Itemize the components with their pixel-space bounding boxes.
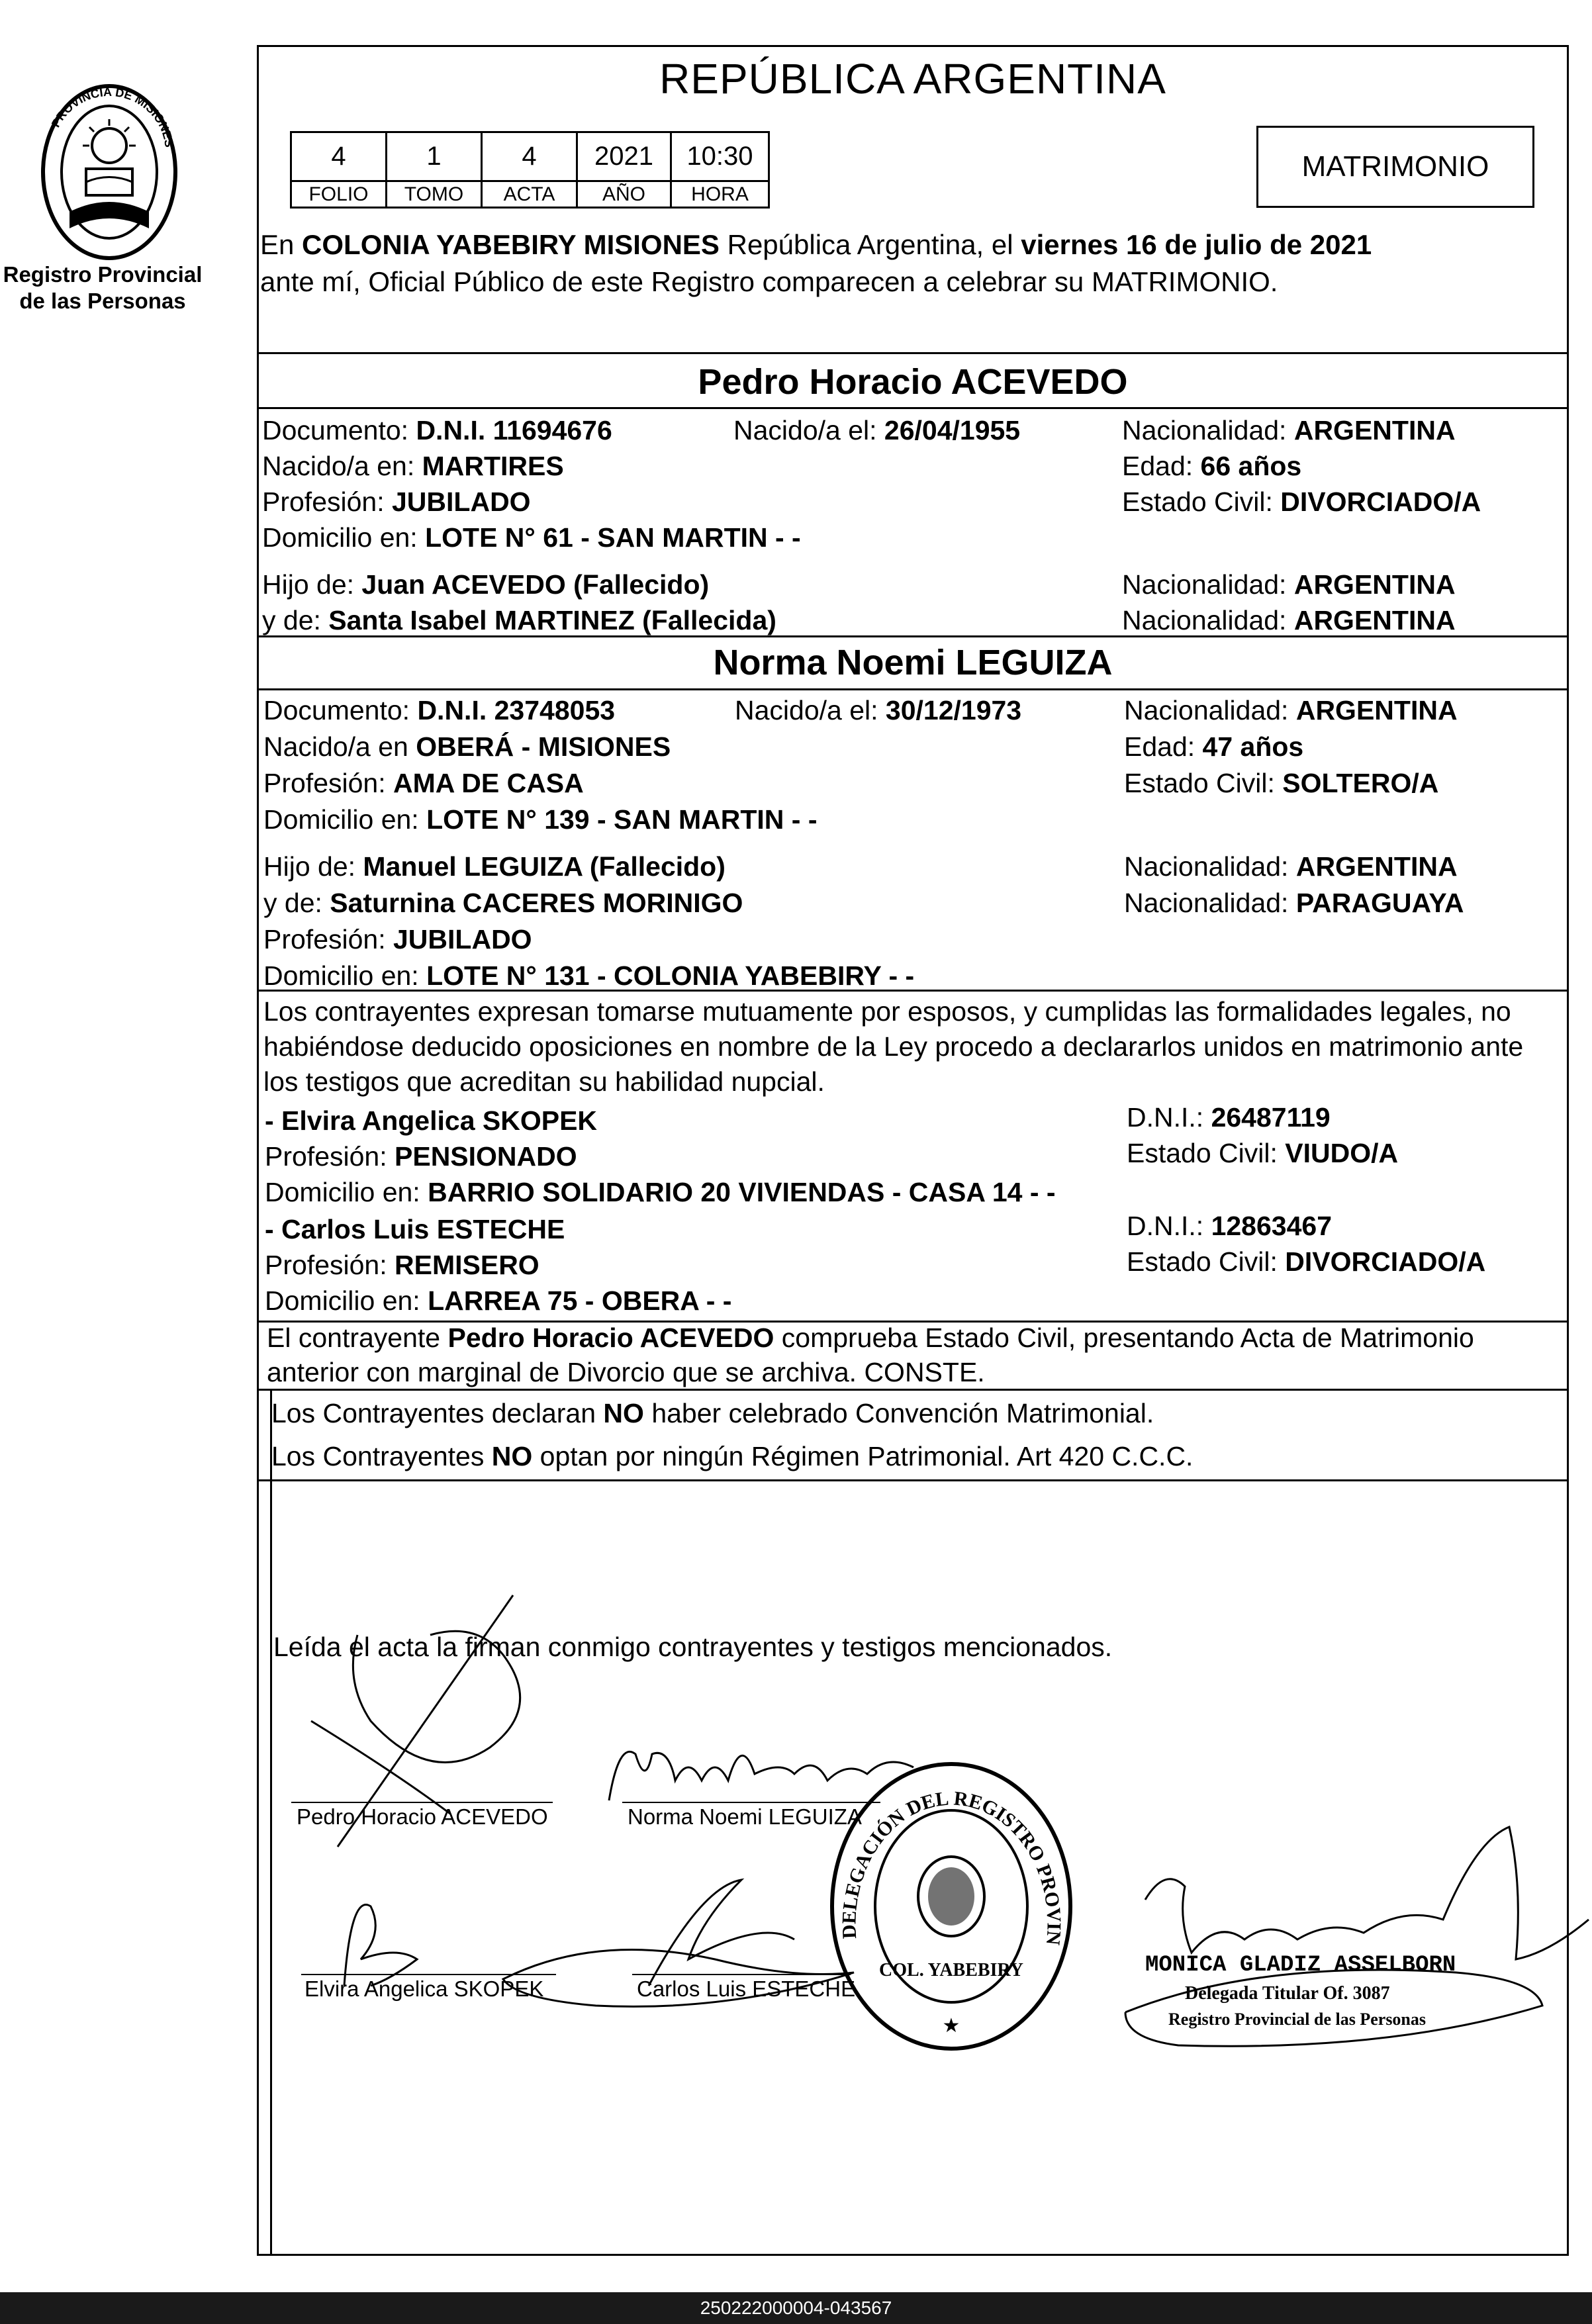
tomo-value: 1 (387, 132, 482, 181)
contrayente2-civil: Estado Civil: SOLTERO/A (1124, 768, 1439, 798)
testigo2-dom: Domicilio en: LARREA 75 - OBERA - - (265, 1285, 732, 1316)
officer-name: MONICA GLADIZ ASSELBORN (1145, 1953, 1456, 1978)
contrayente2-edad: Edad: 47 años (1124, 731, 1304, 762)
folio-value: 4 (291, 132, 387, 181)
contrayente2-birth: Nacido/a el: 30/12/1973 (735, 695, 1022, 725)
contrayente1-mother: y de: Santa Isabel MARTINEZ (Fallecida) (262, 605, 776, 635)
contrayente2-name: Norma Noemi LEGUIZA (713, 643, 1113, 682)
svg-text:PROVINCIA DE MISIONES: PROVINCIA DE MISIONES (48, 85, 176, 148)
convencion-line1: Los Contrayentes declaran NO haber celebrado Convención Matrimonial. (271, 1398, 1154, 1428)
contrayente2-parent-prof: Profesión: JUBILADO (263, 924, 532, 954)
anio-value: 2021 (577, 132, 671, 181)
signature-line (301, 1974, 556, 1975)
anio-label: AÑO (577, 181, 671, 208)
tomo-label: TOMO (387, 181, 482, 208)
nota-civil-line2: anterior con marginal de Divorcio que se archiva. CONSTE. (267, 1357, 985, 1387)
testigo1-dom: Domicilio en: BARRIO SOLIDARIO 20 VIVIENDAS - CASA 14 - - (265, 1177, 1056, 1207)
contrayente1-name: Pedro Horacio ACEVEDO (698, 362, 1128, 402)
signature-line (632, 1974, 851, 1975)
contrayente2-dom: Domicilio en: LOTE N° 139 - SAN MARTIN - - (263, 804, 818, 835)
folio-label: FOLIO (291, 181, 387, 208)
logo-caption-line2: de las Personas (19, 289, 186, 313)
contrayente2-mother: y de: Saturnina CACERES MORINIGO (263, 888, 743, 918)
intro-line2: ante mí, Oficial Público de este Registro comparecen a celebrar su MATRIMONIO. (260, 266, 1278, 297)
firma-contrayente1: Pedro Horacio ACEVEDO (297, 1804, 548, 1829)
contrayente2-place: Nacido/a en OBERÁ - MISIONES (263, 731, 671, 762)
acta-value: 4 (482, 132, 577, 181)
ceremony-place: COLONIA YABEBIRY MISIONES (302, 229, 720, 260)
testigo1-civil: Estado Civil: VIUDO/A (1127, 1138, 1399, 1168)
contrayente1-father-nac: Nacionalidad: ARGENTINA (1122, 569, 1456, 600)
officer-registro: Registro Provincial de las Personas (1168, 2010, 1427, 2029)
acta-label: ACTA (482, 181, 577, 208)
signature-stroke (353, 1631, 520, 1762)
official-seal (824, 1747, 1079, 2052)
contrayente1-dom: Domicilio en: LOTE N° 61 - SAN MARTIN - - (262, 522, 801, 553)
testigo1-prof: Profesión: PENSIONADO (265, 1141, 577, 1172)
signature-stroke (311, 1721, 450, 1814)
testigo1-name: - Elvira Angelica SKOPEK (265, 1105, 598, 1136)
convencion-line2: Los Contrayentes NO optan por ningún Régimen Patrimonial. Art 420 C.C.C. (271, 1441, 1194, 1471)
document-id-footer: 250222000004-043567 (0, 2292, 1592, 2324)
contrayente2-parent-dom: Domicilio en: LOTE N° 131 - COLONIA YABEBIRY - - (263, 960, 915, 991)
contrayente2-mother-nac: Nacionalidad: PARAGUAYA (1124, 888, 1464, 918)
contrayente1-prof: Profesión: JUBILADO (262, 487, 531, 517)
contrayente1-civil: Estado Civil: DIVORCIADO/A (1122, 487, 1481, 517)
hora-value: 10:30 (671, 132, 769, 181)
contrayente1-birth: Nacido/a el: 26/04/1955 (733, 415, 1021, 445)
officer-stamp (1132, 1853, 1516, 2065)
contrayente2-prof: Profesión: AMA DE CASA (263, 768, 584, 798)
nota-civil-line1: El contrayente Pedro Horacio ACEVEDO comprueba Estado Civil, presentando Acta de Matrimonio (267, 1323, 1474, 1353)
contrayente1-nac: Nacionalidad: ARGENTINA (1122, 415, 1456, 445)
svg-text:COL. YABEBIRY: COL. YABEBIRY (879, 1960, 1023, 1980)
contrayente1-place: Nacido/a en: MARTIRES (262, 451, 564, 481)
svg-text:DELEGACIÓN DEL REGISTRO PROVIN: DELEGACIÓN DEL REGISTRO PROVIN (838, 1787, 1065, 1946)
contrayente1-doc: Documento: D.N.I. 11694676 (262, 415, 612, 445)
declaracion-line2: habiéndose deducido oposiciones en nombre de la Ley procedo a declararlos unidos en matrimonio ante (263, 1031, 1524, 1062)
testigo2-name: - Carlos Luis ESTECHE (265, 1214, 565, 1244)
testigo2-prof: Profesión: REMISERO (265, 1250, 539, 1280)
officer-cargo: Delegada Titular Of. 3087 (1185, 1983, 1390, 2004)
ceremony-date: viernes 16 de julio de 2021 (1021, 229, 1372, 260)
firma-contrayente2: Norma Noemi LEGUIZA (628, 1804, 862, 1829)
logo-caption-line1: Registro Provincial (3, 262, 203, 287)
testigo1-dni: D.N.I.: 26487119 (1127, 1102, 1331, 1133)
declaracion-line3: los testigos que acreditan su habilidad nupcial. (263, 1066, 825, 1097)
contrayente2-doc: Documento: D.N.I. 23748053 (263, 695, 616, 725)
declaracion-line1: Los contrayentes expresan tomarse mutuamente por esposos, y cumplidas las formalidades legales, no (263, 996, 1511, 1027)
intro-line1: En COLONIA YABEBIRY MISIONES República Argentina, el viernes 16 de julio de 2021 (260, 229, 1372, 260)
testigo2-dni: D.N.I.: 12863467 (1127, 1211, 1332, 1241)
testigo2-civil: Estado Civil: DIVORCIADO/A (1127, 1246, 1486, 1277)
hora-label: HORA (671, 181, 769, 208)
cierre-text: Leída el acta la firman conmigo contrayentes y testigos mencionados. (273, 1632, 1113, 1662)
firma-testigo2: Carlos Luis ESTECHE (637, 1976, 856, 2001)
contrayente2-nac: Nacionalidad: ARGENTINA (1124, 695, 1458, 725)
svg-text:★: ★ (942, 2015, 960, 2037)
signature-line (291, 1802, 553, 1803)
document-title: REPÚBLICA ARGENTINA (659, 55, 1166, 103)
contrayente1-father: Hijo de: Juan ACEVEDO (Fallecido) (262, 569, 710, 600)
firma-testigo1: Elvira Angelica SKOPEK (304, 1976, 544, 2001)
contrayente2-father-nac: Nacionalidad: ARGENTINA (1124, 851, 1458, 882)
contrayente1-edad: Edad: 66 años (1122, 451, 1302, 481)
contrayente1-mother-nac: Nacionalidad: ARGENTINA (1122, 605, 1456, 635)
contrayente2-father: Hijo de: Manuel LEGUIZA (Fallecido) (263, 851, 726, 882)
acta-type-box: MATRIMONIO (1256, 126, 1534, 208)
